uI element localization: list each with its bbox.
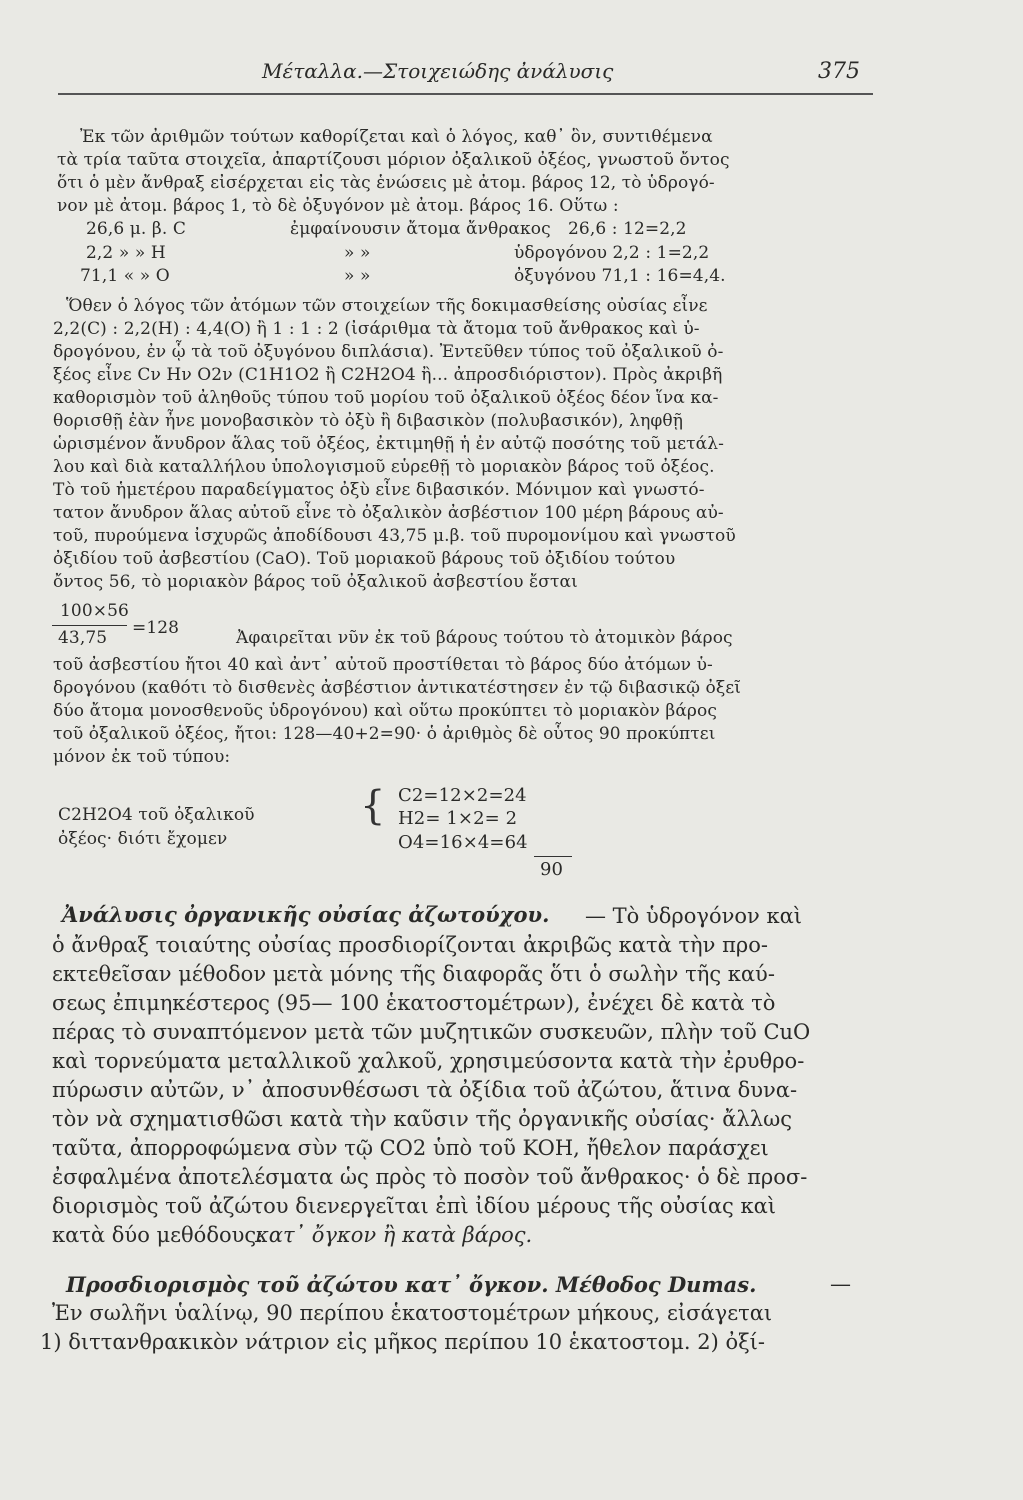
ratio-cell: 26,6 μ. β. C xyxy=(86,219,186,239)
text-line: ταῦτα, ἀπορροφώμενα σὺν τῷ CO2 ὑπὸ τοῦ KOH, ἤθελον παράσχει xyxy=(52,1136,769,1160)
formula-label: C2H2O4 τοῦ ὀξαλικοῦ xyxy=(58,805,255,825)
text-line: πύρωσιν αὐτῶν, ν᾽ ἀποσυνθέσωσι τὰ ὀξίδια τοῦ ἀζώτου, ἅτινα δυνα- xyxy=(52,1078,798,1102)
text-line: ὁ ἄνθραξ τοιαύτης οὐσίας προσδιορίζονται ἀκριβῶς κατὰ τὴν προ- xyxy=(52,933,768,957)
text-line: Τὸ τοῦ ἡμετέρου παραδείγματος ὀξὺ εἶνε διβασικόν. Μόνιμον καὶ γνωστό- xyxy=(53,480,705,500)
text-line: — Τὸ ὑδρογόνον καὶ xyxy=(585,904,802,928)
heading-dash: — xyxy=(830,1272,851,1296)
text-line: τατον ἄνυδρον ἅλας αὐτοῦ εἶνε τὸ ὀξαλικὸν ἀσβέστιον 100 μέρη βάρους αὐ- xyxy=(53,503,724,523)
text-line: μόνον ἐκ τοῦ τύπου: xyxy=(53,747,231,767)
text-line: καθορισμὸν τοῦ ἀληθοῦς τύπου τοῦ μορίου τοῦ ὀξαλικοῦ ὀξέος δέον ἵνα κα- xyxy=(53,388,719,408)
page-number: 375 xyxy=(818,59,860,84)
ratio-cell: 71,1 « » O xyxy=(80,266,170,286)
text-line: τὰ τρία ταῦτα στοιχεῖα, ἀπαρτίζουσι μόριον ὀξαλικοῦ ὀξέος, γνωστοῦ ὄντος xyxy=(57,150,730,170)
formula-eq: H2= 1×2= 2 xyxy=(398,808,518,829)
ratio-cell: ὀξυγόνου 71,1 : 16=4,4. xyxy=(514,266,726,286)
fraction-numerator: 100×56 xyxy=(60,601,129,621)
text-line: Ἐκ τῶν ἀριθμῶν τούτων καθορίζεται καὶ ὁ λόγος, καθ᾽ ὃν, συντιθέμενα xyxy=(80,127,713,147)
text-line: ὄντος 56, τὸ μοριακὸν βάρος τοῦ ὀξαλικοῦ ἀσβεστίου ἔσται xyxy=(53,572,578,592)
text-line: δύο ἄτομα μονοσθενοῦς ὑδρογόνου) καὶ οὕτω προκύπτει τὸ μοριακὸν βάρος xyxy=(53,701,717,721)
text-line-italic: κατ᾽ ὄγκον ἢ κατὰ βάρος. xyxy=(255,1223,533,1247)
ratio-cell: ὑδρογόνου 2,2 : 1=2,2 xyxy=(514,243,710,263)
running-header xyxy=(0,55,1023,95)
ratio-cell: » » xyxy=(344,266,371,286)
fraction-bar xyxy=(52,625,127,626)
fraction-result: =128 xyxy=(132,618,180,638)
formula-label: ὀξέος· διότι ἔχομεν xyxy=(58,829,228,849)
text-line: κατὰ δύο μεθόδους: xyxy=(52,1223,264,1247)
text-line: Ἀφαιρεῖται νῦν ἐκ τοῦ βάρους τούτου τὸ ἀτομικὸν βάρος xyxy=(236,628,733,648)
text-line: πέρας τὸ συναπτόμενον μετὰ τῶν μυζητικῶν συσκευῶν, πλὴν τοῦ CuO xyxy=(52,1020,811,1044)
fraction-denominator: 43,75 xyxy=(58,628,108,648)
formula-total: 90 xyxy=(540,859,564,880)
section-heading: Προσδιορισμὸς τοῦ ἀζώτου κατ᾽ ὄγκον. Μέθοδος Dumas. xyxy=(66,1272,757,1297)
text-line: ἐσφαλμένα ἀποτελέσματα ὡς πρὸς τὸ ποσὸν τοῦ ἄνθρακος· ὁ δὲ προσ- xyxy=(52,1165,808,1189)
ratio-cell: 26,6 : 12=2,2 xyxy=(568,219,687,239)
text-line: τοῦ, πυρούμενα ἰσχυρῶς ἀποδίδουσι 43,75 μ.β. τοῦ πυρομονίμου καὶ γνωστοῦ xyxy=(53,526,736,546)
text-line: λου καὶ διὰ καταλλήλου ὑπολογισμοῦ εὑρεθῇ τὸ μοριακὸν βάρος τοῦ ὀξέος. xyxy=(53,457,715,477)
text-line: τοῦ ὀξαλικοῦ ὀξέος, ἤτοι: 128—40+2=90· ὁ ἀριθμὸς δὲ οὗτος 90 προκύπτει xyxy=(53,724,716,744)
formula-eq: C2=12×2=24 xyxy=(398,785,527,806)
ratio-cell: ἐμφαίνουσιν ἄτομα ἄνθρακος xyxy=(290,219,551,239)
text-line: δρογόνου (καθότι τὸ δισθενὲς ἀσβέστιον ἀντικατέστησεν ἐν τῷ διβασικῷ ὀξεῖ xyxy=(53,678,742,698)
header-rule xyxy=(58,93,873,95)
text-line: ὡρισμένον ἄνυδρον ἅλας τοῦ ὀξέος, ἐκτιμηθῇ ἡ ἐν αὐτῷ ποσότης τοῦ μετάλ- xyxy=(53,434,724,454)
ratio-cell: 2,2 » » H xyxy=(86,243,166,263)
text-line: δρογόνου, ἐν ᾧ τὰ τοῦ ὀξυγόνου διπλάσια). Ἐντεῦθεν τύπος τοῦ ὀξαλικοῦ ὀ- xyxy=(53,342,724,362)
section-heading: Ἀνάλυσις ὀργανικῆς οὐσίας ἀζωτούχου. xyxy=(62,902,550,927)
header-title: Μέταλλα.—Στοιχειώδης ἀνάλυσις xyxy=(262,59,614,83)
text-line: θορισθῇ ἐὰν ἦνε μονοβασικὸν τὸ ὀξὺ ἢ διβασικὸν (πολυβασικόν), ληφθῇ xyxy=(53,411,684,431)
formula-eq: O4=16×4=64 xyxy=(398,832,528,853)
text-line: τοῦ ἀσβεστίου ἤτοι 40 καὶ ἀντ᾽ αὐτοῦ προστίθεται τὸ βάρος δύο ἀτόμων ὑ- xyxy=(53,655,713,675)
text-line: καὶ τορνεύματα μεταλλικοῦ χαλκοῦ, χρησιμεύσοντα κατὰ τὴν ἐρυθρο- xyxy=(52,1049,805,1073)
text-line: ὀξιδίου τοῦ ἀσβεστίου (CaO). Τοῦ μοριακοῦ βάρους τοῦ ὀξιδίου τούτου xyxy=(53,549,676,569)
text-line: 2,2(C) : 2,2(H) : 4,4(O) ἢ 1 : 1 : 2 (ἰσάριθμα τὰ ἄτομα τοῦ ἄνθρακος καὶ ὑ- xyxy=(53,319,700,339)
ratio-cell: » » xyxy=(344,243,371,263)
text-line: διορισμὸς τοῦ ἀζώτου διενεργεῖται ἐπὶ ἰδίου μέρους τῆς οὐσίας καὶ xyxy=(52,1194,777,1218)
text-line: νον μὲ ἀτομ. βάρος 1, τὸ δὲ ὀξυγόνον μὲ ἀτομ. βάρος 16. Οὕτω : xyxy=(57,196,619,216)
text-line: τὸν νὰ σχηματισθῶσι κατὰ τὴν καῦσιν τῆς ὀργανικῆς οὐσίας· ἄλλως xyxy=(52,1107,792,1131)
text-line: εκτεθεῖσαν μέθοδον μετὰ μόνης τῆς διαφορᾶς ὅτι ὁ σωλὴν τῆς καύ- xyxy=(52,962,775,986)
text-line: 1) διττανθρακικὸν νάτριον εἰς μῆκος περίπου 10 ἑκατοστομ. 2) ὀξί- xyxy=(40,1330,765,1354)
text-line: σεως ἐπιμηκέστερος (95— 100 ἑκατοστομέτρων), ἐνέχει δὲ κατὰ τὸ xyxy=(52,991,776,1015)
brace-left: { xyxy=(360,783,386,829)
sum-rule xyxy=(534,856,572,857)
text-line: ξέος εἶνε Cν Hν O2ν (C1H1O2 ἢ C2H2O4 ἢ... ἀπροσδιόριστον). Πρὸς ἀκριβῆ xyxy=(53,365,723,385)
text-line: Ἐν σωλῆνι ὑαλίνῳ, 90 περίπου ἑκατοστομέτρων μήκους, εἰσάγεται xyxy=(52,1301,773,1325)
text-line: ὅτι ὁ μὲν ἄνθραξ εἰσέρχεται εἰς τὰς ἑνώσεις μὲ ἀτομ. βάρος 12, τὸ ὑδρογό- xyxy=(57,173,715,193)
text-line: Ὅθεν ὁ λόγος τῶν ἀτόμων τῶν στοιχείων τῆς δοκιμασθείσης οὐσίας εἶνε xyxy=(66,296,708,316)
